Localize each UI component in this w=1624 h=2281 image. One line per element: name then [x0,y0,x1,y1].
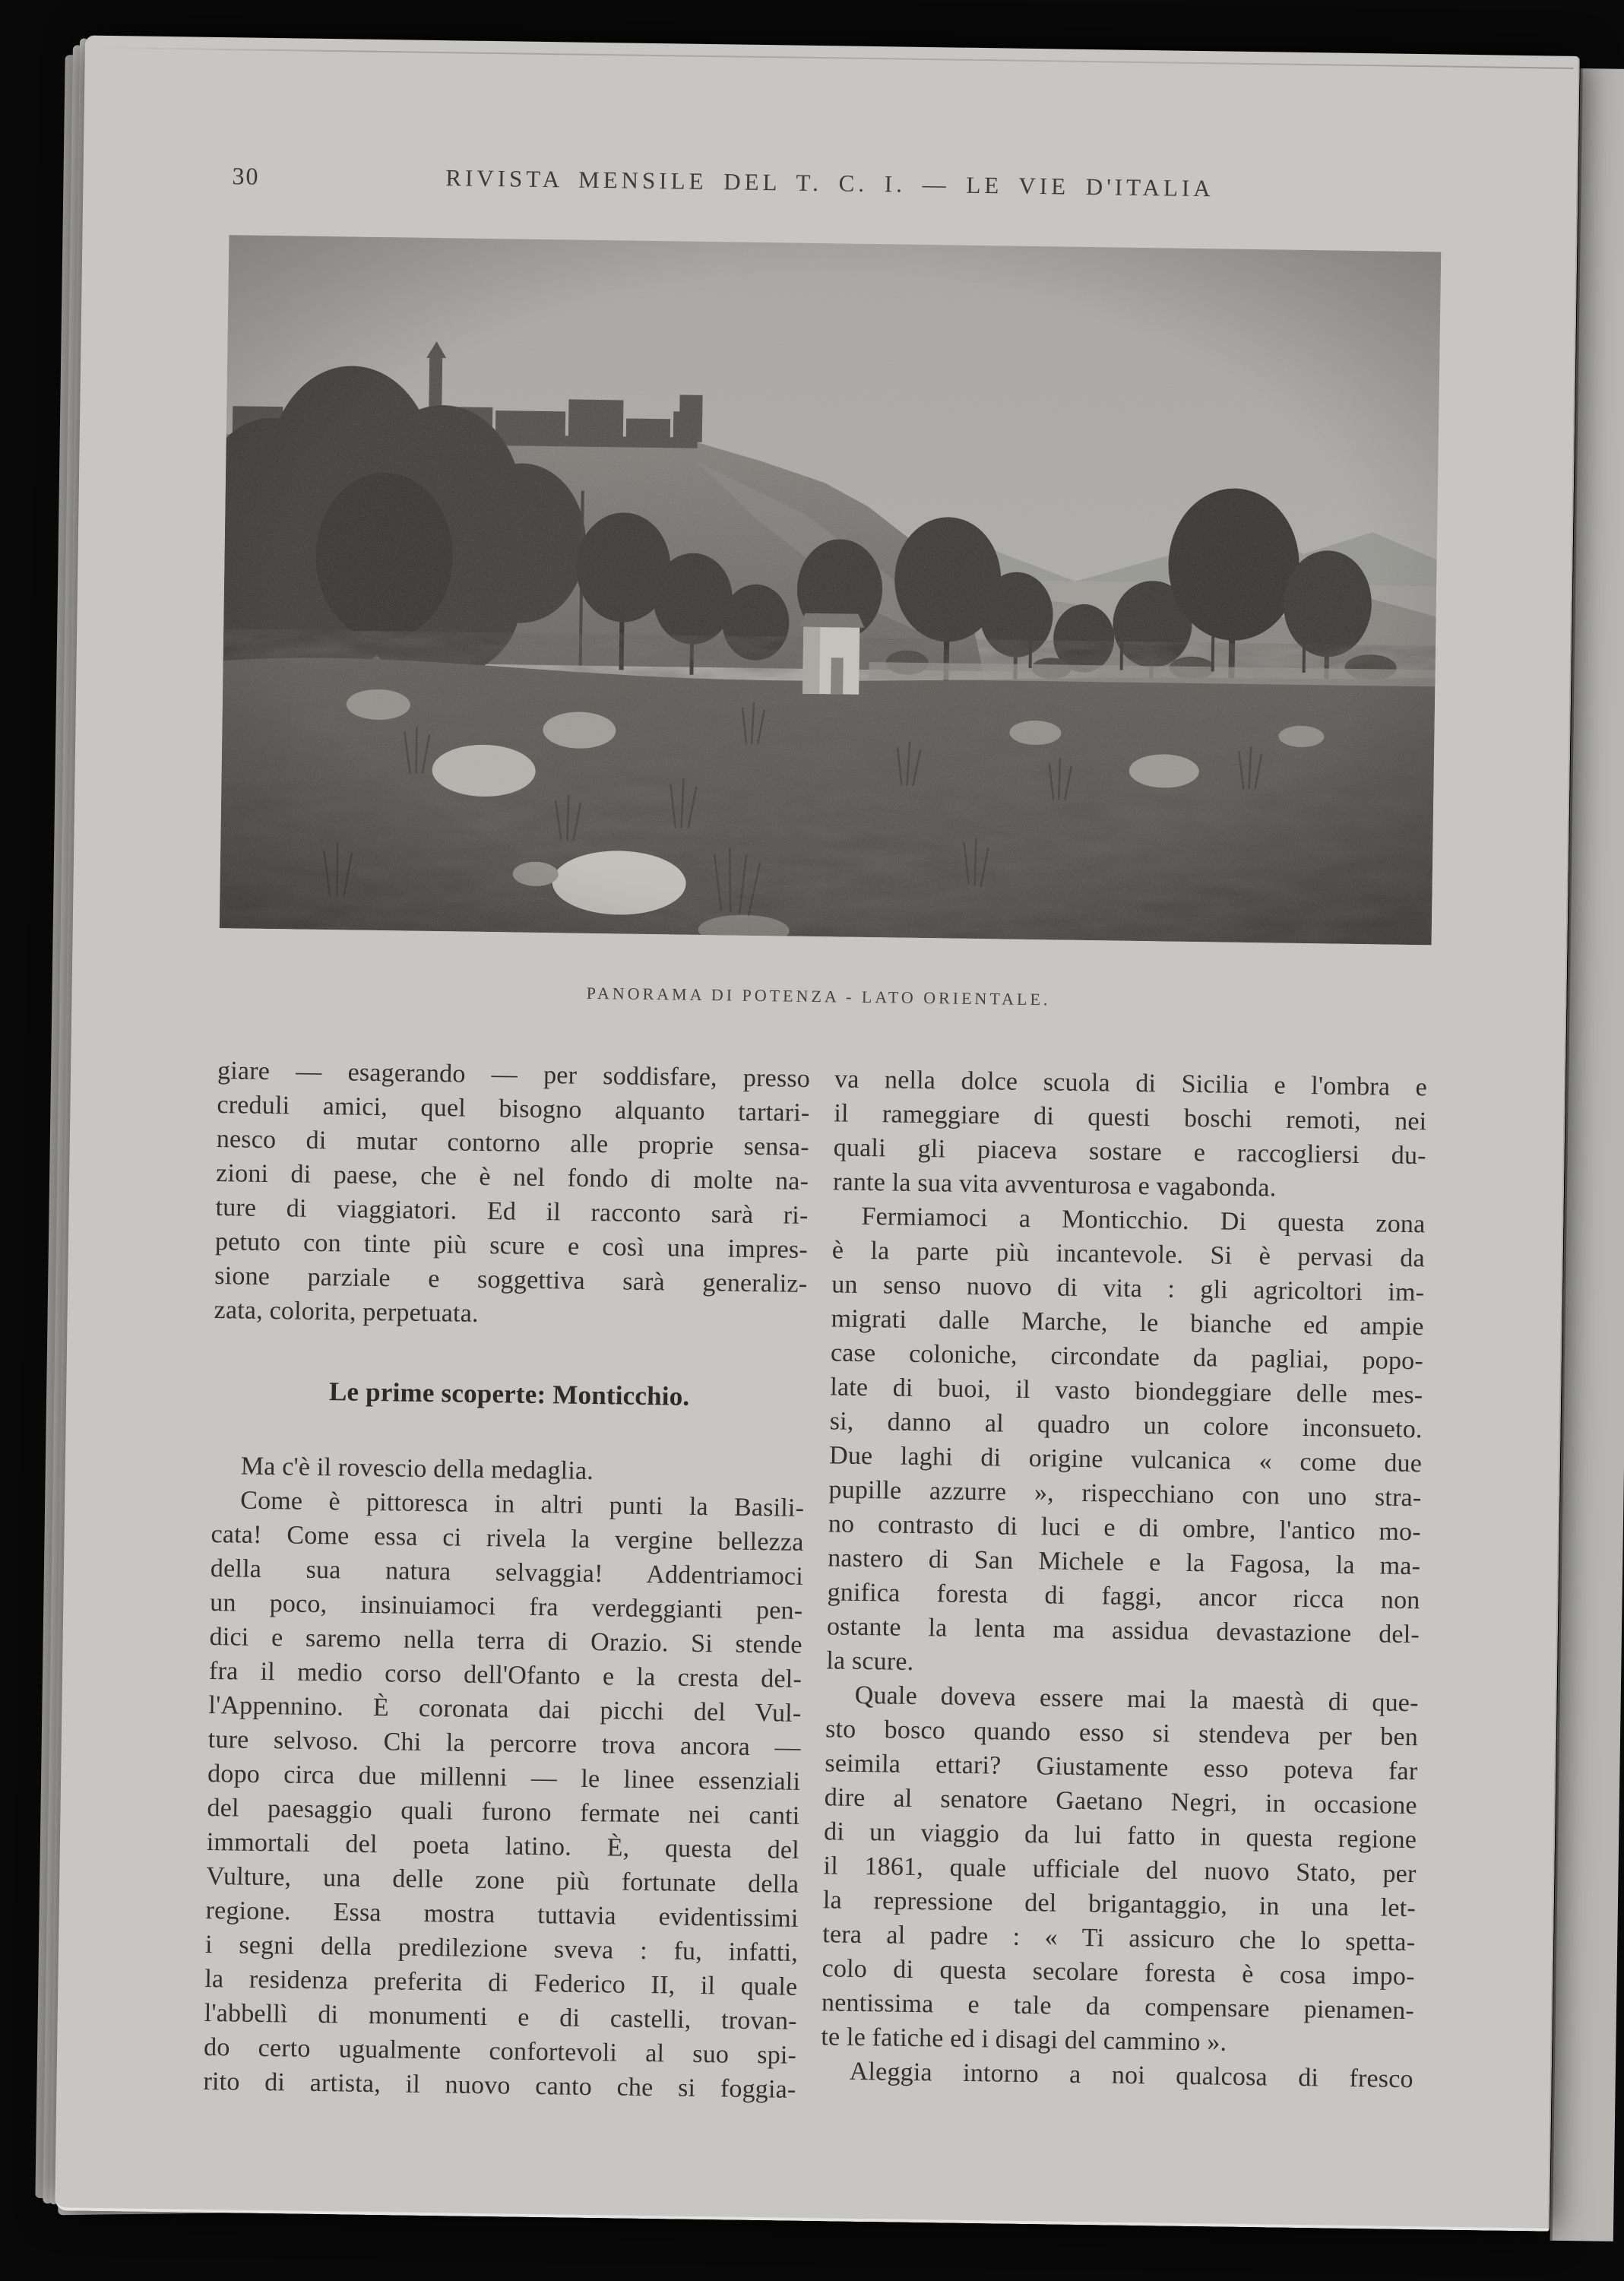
text-line: sto bosco quando esso si stendeva per ben [825,1715,1419,1752]
magazine-page [55,36,1580,2232]
text-line: ture di viaggiatori. Ed il racconto sarà ri- [215,1193,809,1230]
text-line: cata! Come essa ci rivela la vergine bellezza [211,1520,804,1557]
page-top-crease [94,47,1574,69]
text-line: dopo circa due millenni — le linee essenziali [207,1759,801,1796]
text-line: colo di questa secolare foresta è cosa impo- [821,1954,1415,1991]
text-line: del paesaggio quali furono fermate nei canti [207,1793,800,1830]
text-line: dire al senatore Gaetano Negri, in occasione [824,1783,1418,1820]
text-line: immortali del poeta latino. È, questa del [206,1827,800,1864]
page-number: 30 [232,162,260,190]
text-line: te le fatiche ed i disagi del cammino ». [821,2023,1227,2057]
text-line: nentissima e tale da compensare pienamen- [821,1988,1415,2026]
vignette [220,235,1442,945]
text-line: tera al padre : « Ti assicuro che lo spetta- [822,1920,1416,1957]
text-line: ostante la lenta ma assidua devastazione del- [826,1612,1420,1649]
potenza-panorama-photo [220,235,1442,945]
body-text [203,1053,1427,2115]
text-line: nesco di mutar contorno alle proprie sensa- [216,1125,810,1161]
text-line: va nella dolce scuola di Sicilia e l'ombra e [834,1065,1428,1102]
text-line: i segni della predilezione sveva : fu, infatti, [204,1930,799,1967]
text-line: la scure. [826,1646,914,1676]
text-line: la residenza preferita di Federico II, il quale [204,1964,798,2001]
text-line: Come è pittoresca in altri punti la Basili- [239,1486,805,1522]
text-line: l'abbellì di monumenti e di castelli, trovan- [204,1998,797,2035]
text-line: rito di artista, il nuovo canto che si foggia- [203,2067,796,2104]
text-line: do certo ugualmente confortevoli al suo spi- [203,2032,797,2070]
page-header: RIVISTA MENSILE DEL T. C. I. — LE VIE D'ITALIA [445,164,1214,202]
text-line: un senso nuovo di vita : gli agricoltori im- [831,1270,1425,1307]
text-line: sione parziale e soggettiva sarà generaliz- [214,1262,808,1298]
text-line: il 1861, quale ufficiale del nuovo Stato, per [823,1852,1417,1889]
text-line: giare — esagerando — per soddisfare, presso [217,1057,811,1093]
text-line: rante la sua vita avventurosa e vagabonda. [832,1167,1277,1202]
text-line: di un viaggio da lui fatto in questa regione [823,1817,1417,1855]
text-line: regione. Essa mostra tuttavia evidentissimi [205,1896,799,1933]
text-line: ture selvoso. Chi la percorre trova ancora — [207,1725,801,1762]
text-line: Aleggia intorno a noi qualcosa di fresco [849,2057,1413,2094]
text-line: nastero di San Michele e la Fagosa, la ma- [827,1544,1421,1581]
text-line: della sua natura selvaggia! Addentriamoci [210,1554,804,1591]
photo-caption: PANORAMA DI POTENZA - LATO ORIENTALE. [586,983,1051,1009]
text-column-left [203,1053,810,2107]
text-column-right [820,1062,1427,2115]
text-line: migrati dalle Marche, le bianche ed ampie [831,1304,1424,1342]
text-line: seimila ettari? Giustamente esso poteva far [825,1749,1418,1786]
text-line: no contrasto di luci e di ombre, l'antico mo- [828,1510,1422,1547]
text-line: pupille azzurre », rispecchiano con uno stra- [828,1475,1422,1513]
text-line: Due laghi di origine vulcanica « come due [828,1441,1423,1478]
text-line: dici e saremo nella terra di Orazio. Si stende [209,1622,803,1659]
section-heading: Le prime scoperte: Monticchio. [328,1377,690,1411]
text-line: un poco, insinuiamoci fra verdeggianti pen- [210,1589,803,1625]
text-line: il rameggiare di questi boschi remoti, nei [834,1099,1427,1136]
text-line: quali gli piaceva sostare e raccogliersi du- [833,1133,1426,1171]
text-line: Ma c'è il rovescio della medaglia. [240,1452,594,1486]
text-line: Fermiamoci a Monticchio. Di questa zona [861,1202,1426,1239]
text-line: zata, colorita, perpetuata. [214,1296,479,1328]
text-line: case coloniche, circondate da pagliai, popo- [830,1339,1424,1376]
text-line: fra il medio corso dell'Ofanto e la cresta del- [208,1656,803,1693]
photo-illustration [220,235,1442,945]
text-line: late di buoi, il vasto biondeggiare delle mes- [830,1373,1423,1410]
text-line: zioni di paese, che è nel fondo di molte na- [215,1159,809,1196]
text-line: creduli amici, quel bisogno alquanto tartari- [217,1091,810,1127]
text-line: Vulture, una delle zone più fortunate della [206,1861,799,1899]
text-line: Quale doveva essere mai la maestà di que- [854,1681,1419,1718]
text-line: è la parte più incantevole. Si è pervasi da [831,1236,1426,1273]
text-line: petuto con tinte più scure e così una impres- [214,1228,809,1264]
text-line: l'Appennino. È coronata dai picchi del Vul- [208,1690,802,1728]
text-line: si, danno al quadro un colore inconsueto. [829,1407,1423,1444]
text-line: la repressione del brigantaggio, in una let- [822,1886,1417,1923]
text-line: gnifica foresta di faggi, ancor ricca non [827,1578,1420,1615]
